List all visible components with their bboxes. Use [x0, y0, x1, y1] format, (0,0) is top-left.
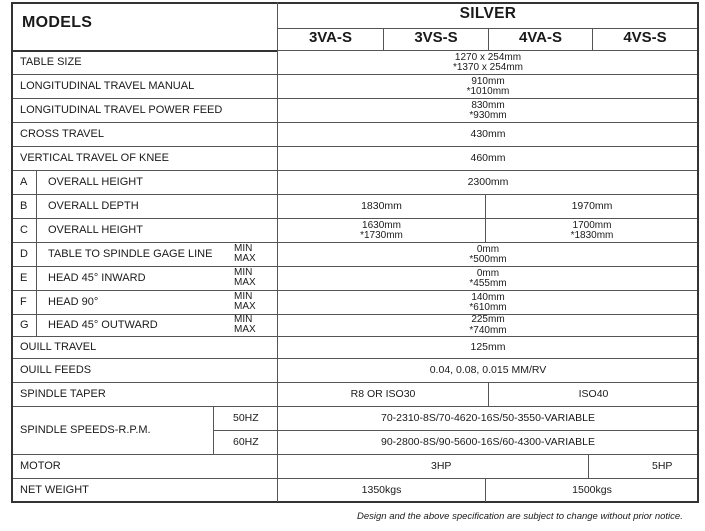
value-overall-depth-4v: 1970mm [571, 200, 613, 212]
max-label-f: MAX [234, 301, 256, 312]
row-label-quill-travel: OUILL TRAVEL [20, 341, 97, 353]
row-label-cross-travel: CROSS TRAVEL [20, 128, 104, 140]
footnote: Design and the above specification are subject to change without prior notice. [357, 511, 683, 522]
row-label-longitudinal-manual: LONGITUDINAL TRAVEL MANUAL [20, 80, 195, 92]
max-label-g: MAX [234, 324, 256, 335]
dim-letter-d: D [20, 248, 28, 260]
value-speeds-60hz: 90-2800-8S/90-5600-16S/60-4300-VARIABLE [380, 436, 596, 448]
row-label-vertical-travel: VERTICAL TRAVEL OF KNEE [20, 152, 169, 164]
row-label-overall-depth: OVERALL DEPTH [48, 200, 139, 212]
value-head-90: 140mm *610mm [469, 291, 507, 313]
row-label-overall-height-c: OVERALL HEIGHT [48, 224, 143, 236]
dim-letter-b: B [20, 200, 28, 212]
value-speeds-50hz: 70-2310-8S/70-4620-16S/50-3550-VARIABLE [380, 412, 596, 424]
row-label-table-size: TABLE SIZE [20, 56, 82, 68]
row-label-table-to-spindle: TABLE TO SPINDLE GAGE LINE [48, 248, 213, 260]
min-label-f: MIN [234, 291, 253, 302]
value-cross-travel: 430mm [470, 128, 506, 140]
freq-50hz: 50HZ [233, 412, 259, 424]
model-4vs-s: 4VS-S [623, 29, 667, 46]
value-table-size: 1270 x 254mm *1370 x 254mm [452, 51, 524, 73]
value-net-weight-3v: 1350kgs [361, 484, 402, 496]
dim-letter-c: C [20, 224, 28, 236]
value-overall-height-c-3v: 1630mm *1730mm [360, 219, 403, 241]
value-overall-height-a: 2300mm [467, 176, 509, 188]
dim-letter-a: A [20, 176, 28, 188]
row-label-spindle-speeds: SPINDLE SPEEDS-R.P.M. [20, 424, 151, 436]
model-4va-s: 4VA-S [518, 29, 563, 46]
value-motor-5hp: 5HP [652, 460, 673, 472]
min-label-g: MIN [234, 314, 253, 325]
value-spindle-taper-3v: R8 OR ISO30 [350, 388, 416, 400]
row-label-overall-height-a: OVERALL HEIGHT [48, 176, 143, 188]
value-head-45-outward: 225mm *740mm [469, 314, 507, 336]
value-longitudinal-power: 830mm *930mm [469, 99, 507, 121]
row-label-head-45-inward: HEAD 45° INWARD [48, 272, 146, 284]
value-quill-feeds: 0.04, 0.08, 0.015 MM/RV [429, 364, 547, 376]
row-label-head-45-outward: HEAD 45° OUTWARD [48, 319, 158, 331]
row-label-motor: MOTOR [20, 460, 61, 472]
dim-letter-e: E [20, 272, 28, 284]
row-label-spindle-taper: SPINDLE TAPER [20, 388, 106, 400]
min-label-d: MIN [234, 243, 253, 254]
min-label-e: MIN [234, 267, 253, 278]
model-3va-s: 3VA-S [308, 29, 353, 46]
value-longitudinal-manual: 910mm *1010mm [466, 75, 510, 97]
value-net-weight-4v: 1500kgs [572, 484, 612, 496]
row-label-quill-feeds: OUILL FEEDS [20, 364, 92, 376]
row-label-longitudinal-power: LONGITUDINAL TRAVEL POWER FEED [20, 104, 223, 116]
dim-letter-f: F [20, 296, 27, 308]
row-label-net-weight: NET WEIGHT [20, 484, 89, 496]
models-heading: MODELS [22, 14, 93, 31]
max-label-e: MAX [234, 277, 256, 288]
value-spindle-taper-4v: ISO40 [578, 388, 609, 400]
series-name: SILVER [459, 5, 517, 22]
dim-letter-g: G [20, 319, 29, 331]
value-table-to-spindle: 0mm *500mm [469, 243, 507, 265]
model-3vs-s: 3VS-S [414, 29, 458, 46]
value-head-45-inward: 0mm *455mm [469, 267, 507, 289]
max-label-d: MAX [234, 253, 256, 264]
value-quill-travel: 125mm [470, 341, 506, 353]
value-motor-3hp: 3HP [431, 460, 452, 472]
value-overall-depth-3v: 1830mm [361, 200, 402, 212]
freq-60hz: 60HZ [233, 436, 259, 448]
value-overall-height-c-4v: 1700mm *1830mm [570, 219, 614, 241]
row-label-head-90: HEAD 90° [48, 296, 99, 308]
value-vertical-travel: 460mm [470, 152, 506, 164]
